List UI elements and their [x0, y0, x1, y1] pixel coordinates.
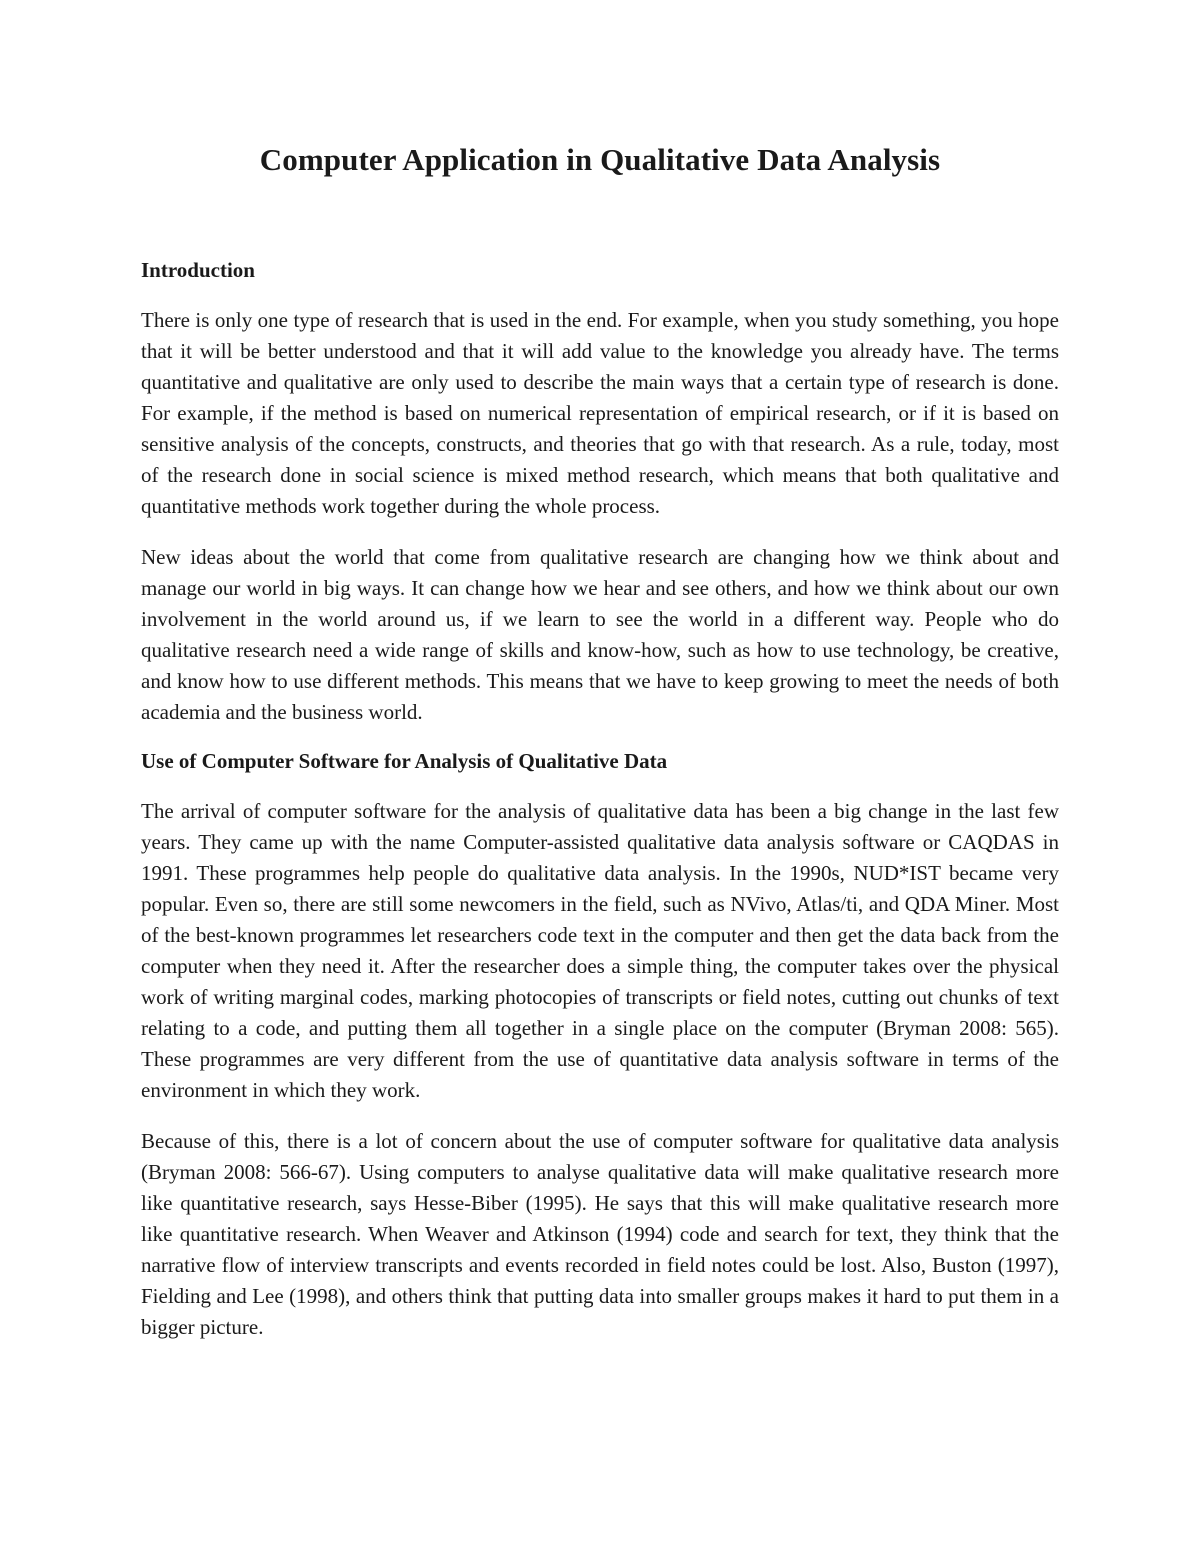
paragraph: New ideas about the world that come from qualitative research are changing how we think about and manage our world in big ways. It can change how we hear and see others, and how we think about our own involvement in the world around us, if we learn to see the world in a different way. People who do qualitative research need a wide range of skills and know-how, such as how to use technology, be creative, and know how to use different methods. This means that we have to keep growing to meet the needs of both academia and the business world. [141, 545, 1059, 724]
paragraph: The arrival of computer software for the analysis of qualitative data has been a big change in the last few years. They came up with the name Computer-assisted qualitative data analysis software or CAQDAS in 1991. These programmes help people do qualitative data analysis. In the 1990s, NUD*IST became very popular. Even so, there are still some newcomers in the field, such as NVivo, Atlas/ti, and QDA Miner. Most of the best-known programmes let researchers code text in the computer and then get the data back from the computer when they need it. After the researcher does a simple thing, the computer takes over the physical work of writing marginal codes, marking photocopies of transcripts or field notes, cutting out chunks of text relating to a code, and putting them all together in a single place on the computer (Bryman 2008: 565). These programmes are very different from the use of quantitative data analysis software in terms of the environment in which they work. [141, 799, 1059, 1102]
section-heading-introduction: Introduction [141, 258, 255, 282]
paragraph: Because of this, there is a lot of concern about the use of computer software for qualitative data analysis (Bryman 2008: 566-67). Using computers to analyse qualitative data will make qualitative research more like quantitative research, says Hesse-Biber (1995). He says that this will make qualitative research more like quantitative research. When Weaver and Atkinson (1994) code and search for text, they think that the narrative flow of interview transcripts and events recorded in field notes could be lost. Also, Buston (1997), Fielding and Lee (1998), and others think that putting data into smaller groups makes it hard to put them in a bigger picture. [141, 1129, 1059, 1339]
document-title: Computer Application in Qualitative Data Analysis [259, 142, 941, 177]
paragraph: There is only one type of research that is used in the end. For example, when you study something, you hope that it will be better understood and that it will add value to the knowledge you already have. The terms quantitative and qualitative are only used to describe the main ways that a certain type of research is done. For example, if the method is based on numerical representation of empirical research, or if it is based on sensitive analysis of the concepts, constructs, and theories that go with that research. As a rule, today, most of the research done in social science is mixed method research, which means that both qualitative and quantitative methods work together during the whole process. [141, 308, 1059, 518]
document-page [141, 138, 1059, 1343]
section-heading-software: Use of Computer Software for Analysis of Qualitative Data [141, 749, 668, 773]
